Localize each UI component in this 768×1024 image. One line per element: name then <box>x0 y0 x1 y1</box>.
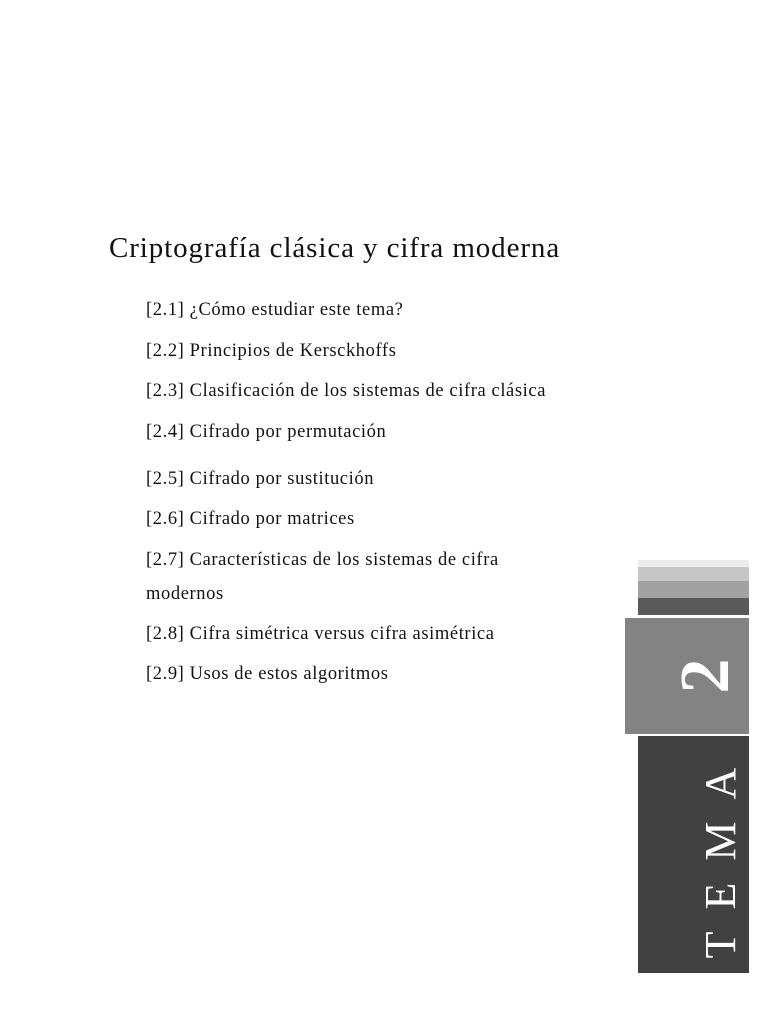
tab-stripe-light <box>638 560 749 567</box>
toc-item-2-7: [2.7] Características de los sistemas de cifra modernos <box>146 550 499 604</box>
toc-item-2-5: [2.5] Cifrado por sustitución <box>146 469 375 489</box>
toc-item-2-8: [2.8] Cifra simétrica versus cifra asimétrica <box>146 624 495 644</box>
chapter-number: 2 <box>667 658 744 694</box>
chapter-label: TEMA <box>696 745 745 959</box>
tab-stripe-mid <box>638 567 749 581</box>
toc-item-2-3: [2.3] Clasificación de los sistemas de cifra clásica <box>146 381 547 401</box>
tab-stripe-dark <box>638 598 749 615</box>
chapter-title: Criptografía clásica y cifra moderna <box>109 232 561 264</box>
toc-item-2-4: [2.4] Cifrado por permutación <box>146 422 387 442</box>
toc-item-2-9: [2.9] Usos de estos algoritmos <box>146 664 389 684</box>
tab-stripe-gray <box>638 581 749 598</box>
toc-item-2-6: [2.6] Cifrado por matrices <box>146 509 355 529</box>
toc-item-2-1: [2.1] ¿Cómo estudiar este tema? <box>146 300 404 320</box>
toc-item-2-2: [2.2] Principios de Kersckhoffs <box>146 341 397 361</box>
